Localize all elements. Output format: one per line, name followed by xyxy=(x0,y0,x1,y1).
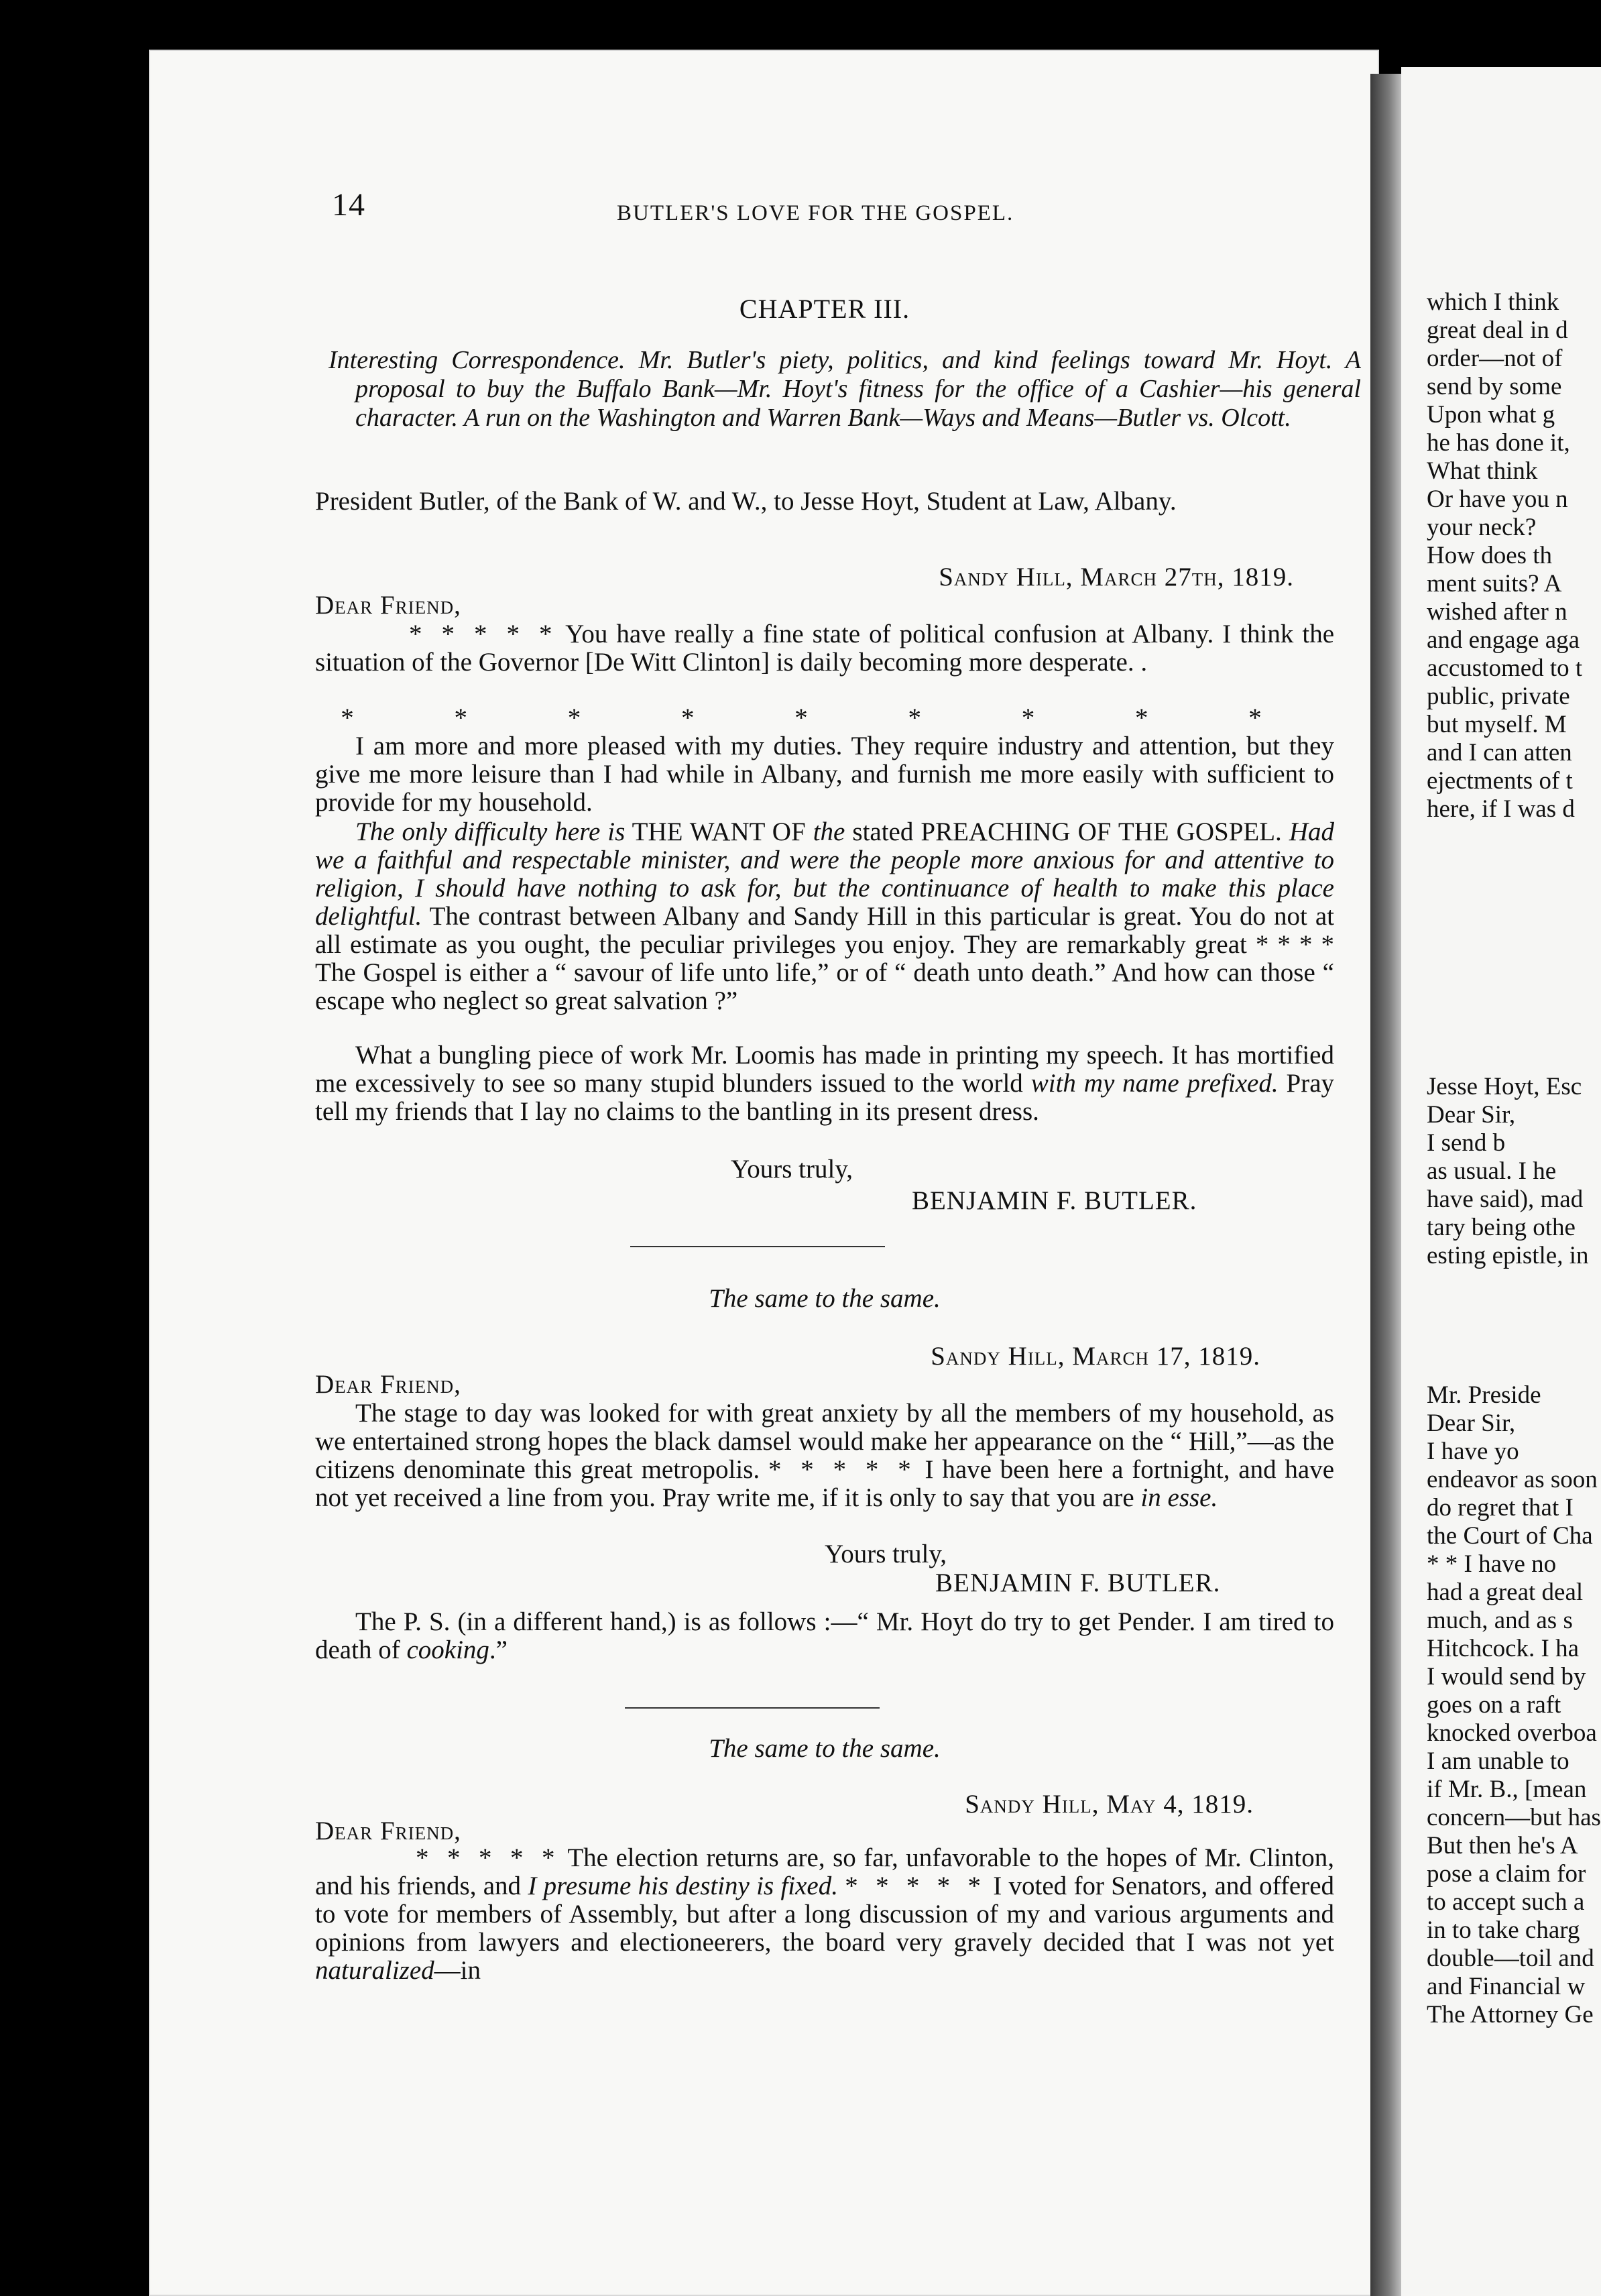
facing-line-top: and engage aga xyxy=(1427,626,1580,654)
facing-line-bottom: to accept such a xyxy=(1427,1888,1585,1916)
p3-rest: The contrast between Albany and Sandy Hill in this particular is great. You do not at all estimate as you ought, the peculiar privileges you enjoy. They are remarkably great * * * * The Gospel is either a “ savour of life unto life,” or of “ death unto death.” And how can those “ escape who neglect so great salvation ?” xyxy=(315,902,1334,1015)
letter2-p2-italic: in esse. xyxy=(1140,1483,1218,1512)
facing-line-top: What think xyxy=(1427,457,1538,485)
facing-line-top: he has done it, xyxy=(1427,429,1570,457)
facing-line-bottom: knocked overboa xyxy=(1427,1719,1597,1747)
p3-caps-2: PREACHING OF THE GOSPEL. xyxy=(921,817,1282,846)
facing-line-mid: tary being othe xyxy=(1427,1214,1576,1241)
facing-line-bottom: had a great deal xyxy=(1427,1578,1584,1606)
letter1-signature: BENJAMIN F. BUTLER. xyxy=(912,1186,1197,1215)
letter1-salutation: Dear Friend, xyxy=(315,591,461,620)
letter1-intro: President Butler, of the Bank of W. and W., to Jesse Hoyt, Student at Law, Albany. xyxy=(315,487,1177,516)
facing-line-bottom: * * I have no xyxy=(1427,1550,1557,1578)
facing-line-mid: have said), mad xyxy=(1427,1186,1584,1213)
letter1-paragraph-3 xyxy=(315,818,1334,1015)
facing-line-top: great deal in d xyxy=(1427,317,1568,344)
p4-text-b: Pray tell my friends that I lay no claims to the bantling in its present dress. xyxy=(315,1069,1335,1126)
letter1-paragraph-1 xyxy=(315,620,1334,677)
facing-line-bottom: But then he's A xyxy=(1427,1832,1578,1859)
facing-line-top: send by some xyxy=(1427,373,1562,400)
facing-line-bottom: I am unable to xyxy=(1427,1747,1569,1775)
letter3-italic-2: naturalized xyxy=(315,1956,434,1985)
letter3-text-b: I voted for Senators, and offered to vote for members of Assembly, but after a long discussion of my and various arguments and opinions from lawyers and electioneerers, the board very gravely decided that I was not yet xyxy=(315,1872,1335,1957)
facing-line-bottom: much, and as s xyxy=(1427,1607,1573,1634)
facing-line-bottom: pose a claim for xyxy=(1427,1860,1586,1888)
letter3-italic: I presume his destiny is fixed. xyxy=(528,1872,838,1900)
p4-italic: with my name prefixed. xyxy=(1030,1069,1279,1098)
facing-line-bottom: The Attorney Ge xyxy=(1427,2001,1594,2028)
p3-italic-2: the xyxy=(813,817,845,846)
facing-line-mid: as usual. I he xyxy=(1427,1157,1557,1185)
letter3-text-a: The election returns are, so far, unfavorable to the hopes of Mr. Clinton, and his friends, and xyxy=(315,1843,1335,1900)
facing-line-mid: Dear Sir, xyxy=(1427,1101,1516,1129)
running-head: BUTLER'S LOVE FOR THE GOSPEL. xyxy=(617,201,1014,225)
ps-text-b: .” xyxy=(489,1635,508,1664)
facing-line-bottom: and Financial w xyxy=(1427,1973,1586,2000)
letter2-dateline: Sandy Hill, March 17, 1819. xyxy=(931,1342,1260,1371)
letter2-heading: The same to the same. xyxy=(709,1284,941,1313)
facing-line-top: your neck? xyxy=(1427,514,1537,541)
p3-italic-1: The only difficulty here is xyxy=(355,817,626,846)
ellipsis-stars: * * * * * xyxy=(845,1872,986,1900)
p4-text-a: What a bungling piece of work Mr. Loomis has made in printing my speech. It has mortified me excessively to see so many stupid blunders issued to the world xyxy=(315,1041,1334,1098)
p3-caps-1: THE WANT OF xyxy=(632,817,806,846)
letter1-paragraph-4 xyxy=(315,1041,1334,1126)
letter3-paragraph-1 xyxy=(315,1844,1334,1985)
facing-line-top: here, if I was d xyxy=(1427,795,1575,823)
p3-italic-3: Had we a faithful and respectable minister, and were the people more anxious for and attentive to religion, I should have nothing to ask for, but the continuance of health to make this place delightful. xyxy=(315,817,1335,931)
ellipsis-stars: * * * * * xyxy=(416,1843,560,1872)
facing-line-top: accustomed to t xyxy=(1427,654,1583,682)
facing-line-top: order—not of xyxy=(1427,345,1563,372)
facing-line-bottom: the Court of Cha xyxy=(1427,1522,1593,1550)
facing-line-mid: Jesse Hoyt, Esc xyxy=(1427,1073,1582,1100)
facing-line-bottom: endeavor as soon xyxy=(1427,1466,1598,1493)
letter1-paragraph-2: I am more and more pleased with my duties. They require industry and attention, but they give me more leisure than I had while in Albany, and furnish me more easily with sufficient to provide for my household. xyxy=(315,732,1334,817)
facing-line-bottom: I would send by xyxy=(1427,1663,1586,1690)
facing-line-top: Or have you n xyxy=(1427,485,1568,513)
letter3-heading: The same to the same. xyxy=(709,1734,941,1763)
facing-line-top: which I think xyxy=(1427,288,1559,316)
letter3-text-c: —in xyxy=(434,1956,481,1985)
book-gutter xyxy=(1370,74,1401,2296)
letter3-salutation: Dear Friend, xyxy=(315,1817,461,1845)
chapter-summary: Interesting Correspondence. Mr. Butler's piety, politics, and kind feelings toward Mr. Hoyt. A proposal to buy the Buffalo Bank—Mr. Hoyt's fitness for the office of a Cashier—his general character. A run on the Washington and Warren Bank—Ways and Means—Butler vs. Olcott. xyxy=(329,346,1361,432)
facing-line-bottom: Mr. Preside xyxy=(1427,1381,1541,1409)
ellipsis-stars: * * * * * xyxy=(768,1455,916,1484)
facing-line-bottom: in to take charg xyxy=(1427,1916,1580,1944)
facing-line-top: ejectments of t xyxy=(1427,767,1573,795)
letter2-salutation: Dear Friend, xyxy=(315,1370,461,1399)
letter1-p1-text: You have really a fine state of political confusion at Albany. I think the situation of the Governor [De Witt Clinton] is daily becoming more desperate. . xyxy=(315,620,1335,677)
facing-line-bottom: Hitchcock. I ha xyxy=(1427,1635,1580,1662)
facing-line-top: wished after n xyxy=(1427,598,1567,626)
stars-row: * * * * * * * * * xyxy=(341,703,1309,732)
letter2-signature: BENJAMIN F. BUTLER. xyxy=(935,1568,1221,1597)
facing-line-bottom: do regret that I xyxy=(1427,1494,1574,1522)
letter2-p1-text: The stage to day was looked for with great anxiety by all the members of my household, as we entertained strong hopes the black damsel would make her appearance on the “ Hill,”—as the citizens denominate this great metropolis. xyxy=(315,1399,1334,1484)
facing-line-top: How does th xyxy=(1427,542,1553,569)
letter2-closing: Yours truly, xyxy=(825,1540,947,1568)
facing-line-top: Upon what g xyxy=(1427,401,1555,428)
divider-rule xyxy=(625,1707,880,1709)
divider-rule xyxy=(630,1246,885,1247)
letter2-postscript xyxy=(315,1608,1334,1664)
letter2-p2-text: I have been here a fortnight, and have not yet received a line from you. Pray write me, if it is only to say that you are xyxy=(315,1455,1335,1512)
ellipsis-stars: * * * * * xyxy=(409,620,558,648)
ps-italic: cooking xyxy=(406,1635,489,1664)
facing-line-top: ment suits? A xyxy=(1427,570,1562,597)
letter2-paragraph-1 xyxy=(315,1399,1334,1512)
facing-line-bottom: if Mr. B., [mean xyxy=(1427,1776,1587,1803)
facing-line-bottom: Dear Sir, xyxy=(1427,1410,1516,1437)
ps-text-a: The P. S. (in a different hand,) is as follows :—“ Mr. Hoyt do try to get Pender. I am tired to death of xyxy=(315,1607,1334,1664)
facing-line-top: public, private xyxy=(1427,683,1570,710)
letter3-dateline: Sandy Hill, May 4, 1819. xyxy=(965,1790,1254,1819)
p3-text-1: stated xyxy=(852,817,914,846)
page-number: 14 xyxy=(332,187,365,223)
book-page-right xyxy=(1401,67,1601,2296)
facing-line-mid: esting epistle, in xyxy=(1427,1242,1589,1269)
facing-line-top: and I can atten xyxy=(1427,739,1572,766)
facing-line-mid: I send b xyxy=(1427,1129,1506,1157)
facing-line-bottom: concern—but has xyxy=(1427,1804,1601,1831)
chapter-title: CHAPTER III. xyxy=(739,294,910,324)
facing-line-bottom: double—toil and xyxy=(1427,1945,1594,1972)
facing-line-top: but myself. M xyxy=(1427,711,1567,738)
letter1-dateline: Sandy Hill, March 27th, 1819. xyxy=(939,563,1294,591)
facing-line-bottom: I have yo xyxy=(1427,1438,1519,1465)
letter1-closing: Yours truly, xyxy=(731,1155,853,1184)
facing-line-bottom: goes on a raft xyxy=(1427,1691,1561,1719)
